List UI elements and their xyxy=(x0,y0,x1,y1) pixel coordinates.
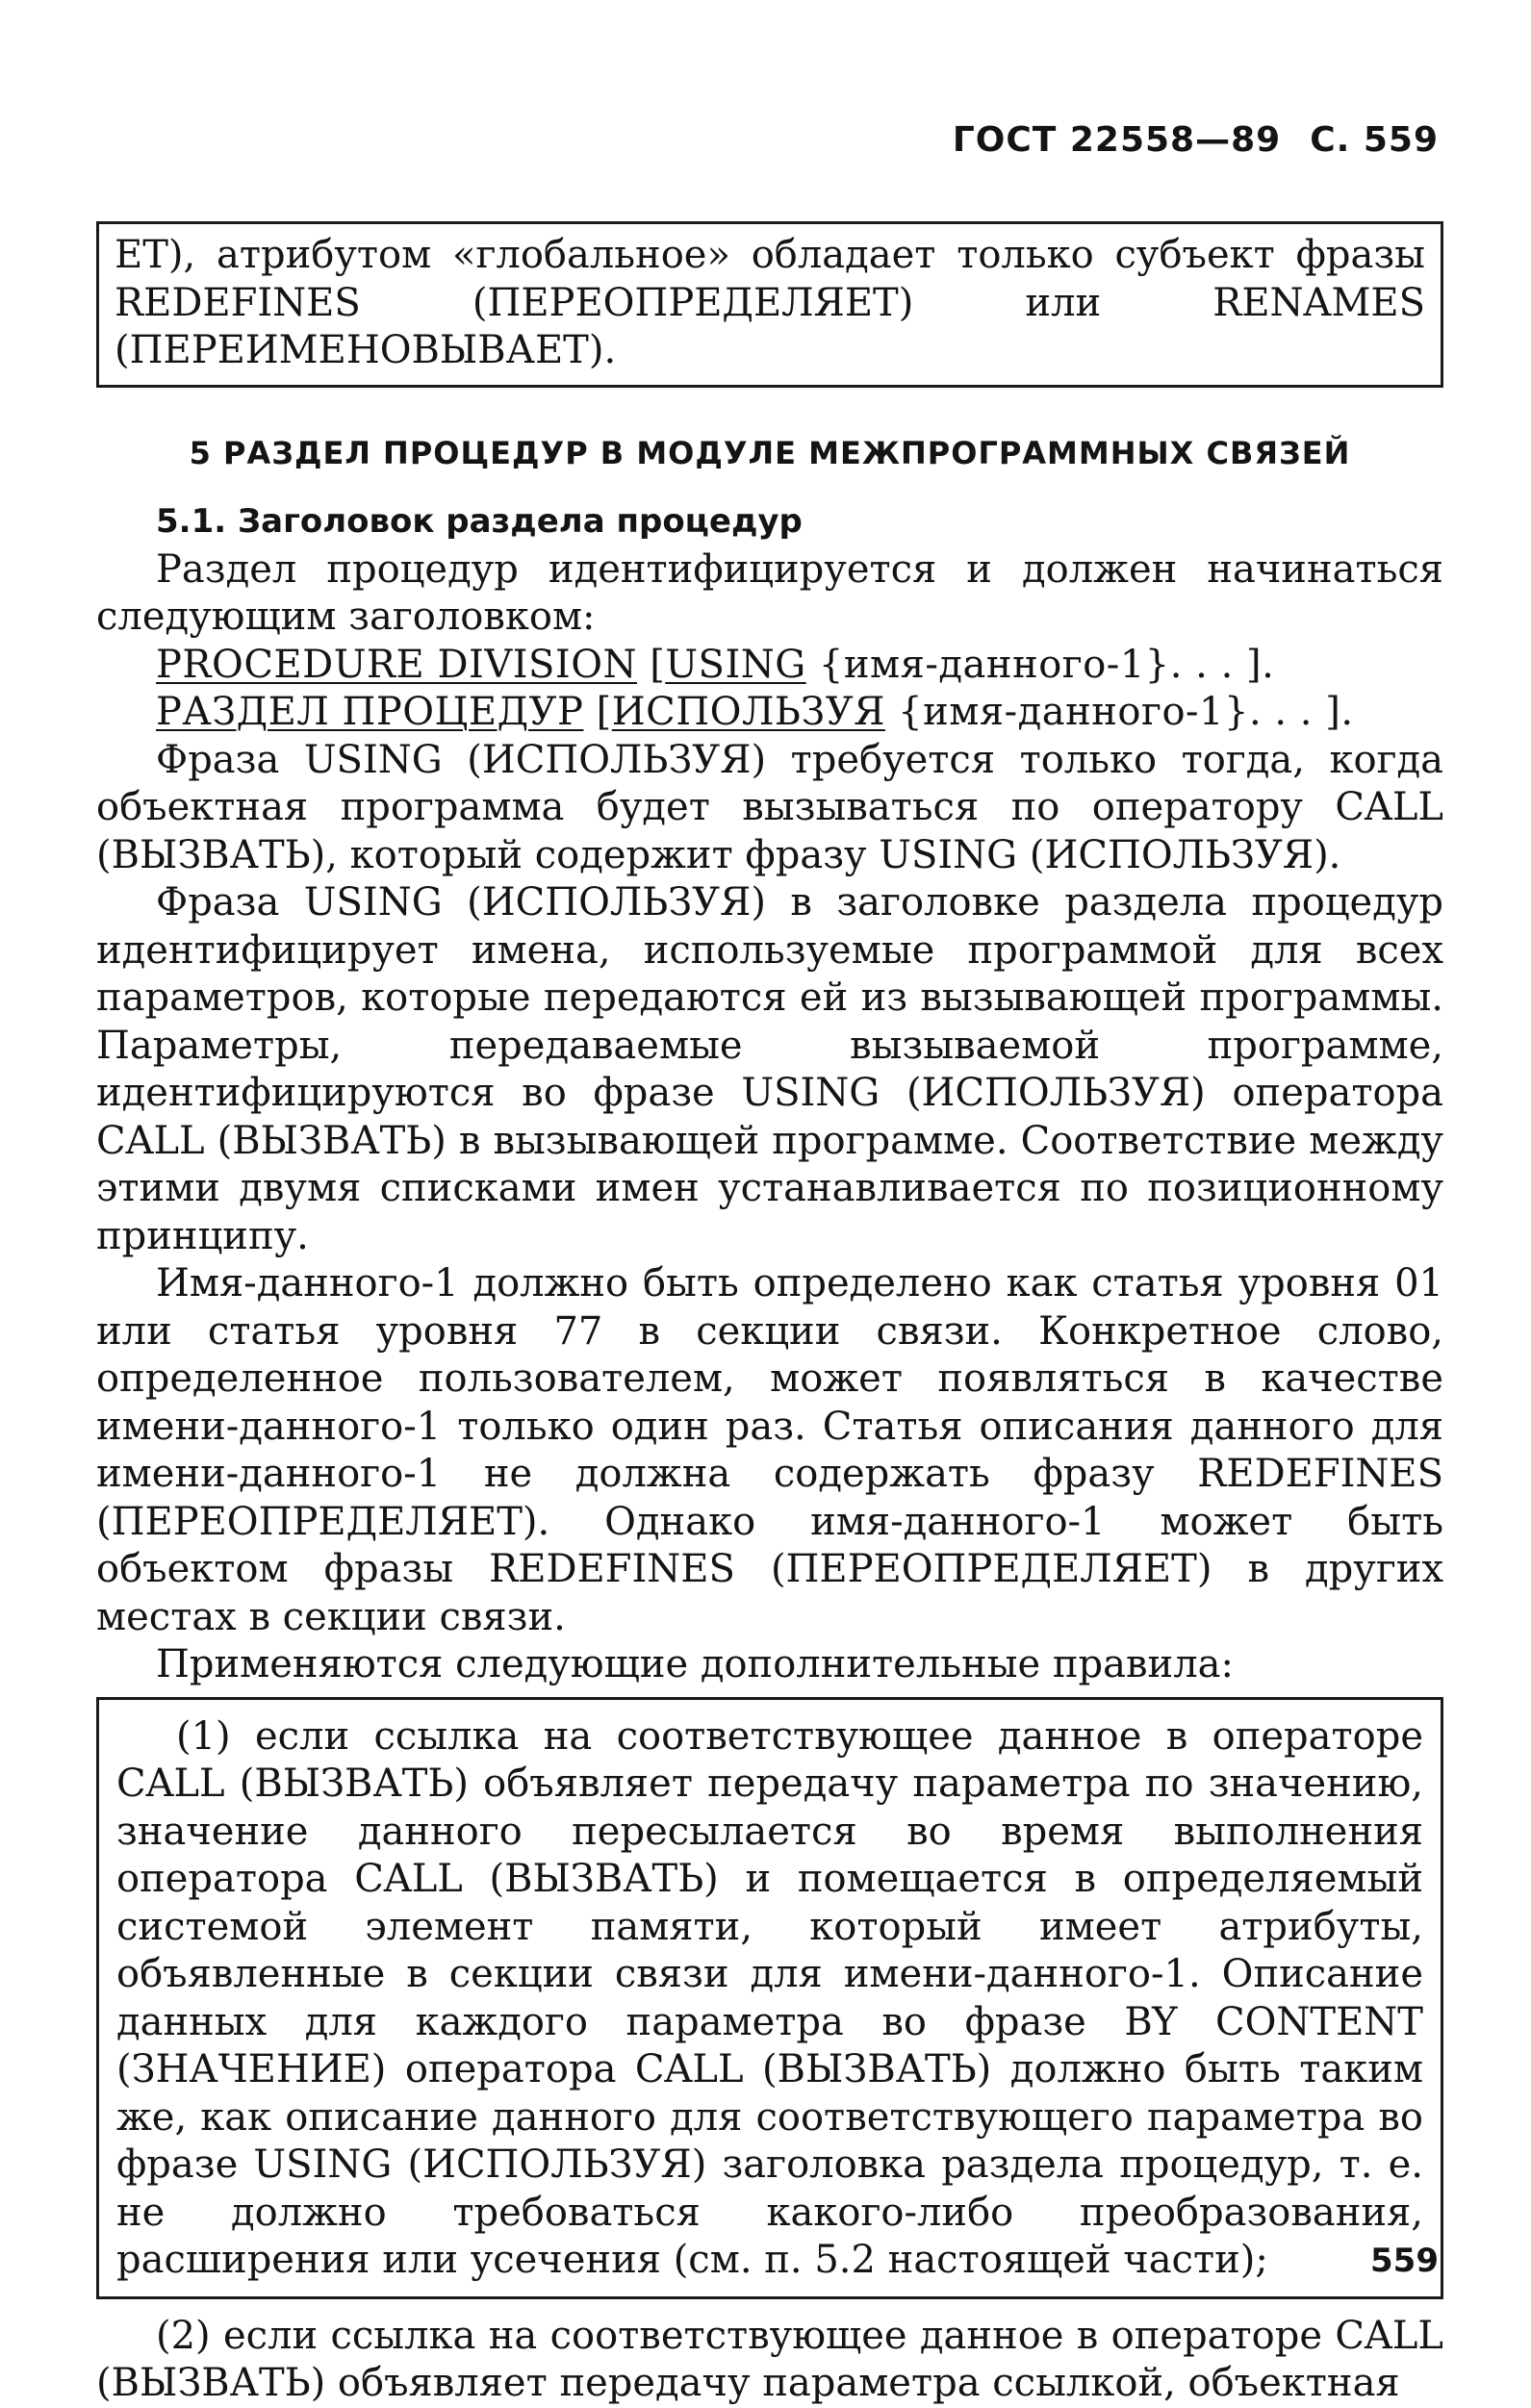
running-header xyxy=(953,120,1439,160)
paragraph-additional-rules: Применяются следующие дополнительные правила: xyxy=(156,1642,1234,1686)
syntax-ru-keyword: РАЗДЕЛ ПРОЦЕДУР xyxy=(156,690,584,734)
paragraph-data-name-rules: Имя-данного-1 должно быть определено как статья уровня 01 или статья уровня 77 в секции связи. Конкретное слово, определенное пользователем, может появляться в качестве имени-данного-1 только один раз. Статья описания данного для имени-данного-1 не должна содержать фразу REDEFINES (ПЕРЕОПРЕДЕЛЯЕТ). Однако имя-данного-1 может быть объектом фразы REDEFINES (ПЕРЕОПРЕДЕЛЯЕТ) в других местах в секции связи. xyxy=(96,1261,1443,1639)
syntax-ru-rest: {имя-данного-1}. . . ]. xyxy=(884,690,1354,734)
boxed-intro-text: ЕТ), атрибутом «глобальное» обладает только субъект фразы REDEFINES (ПЕРЕОПРЕДЕЛЯЕТ) или RENAMES (ПЕРЕИМЕНОВЫВАЕТ). xyxy=(115,233,1425,372)
standard-number: ГОСТ 22558—89 xyxy=(952,120,1282,160)
syntax-ru-using: ИСПОЛЬЗУЯ xyxy=(611,690,885,734)
boxed-intro xyxy=(96,221,1443,388)
page-body xyxy=(96,221,1443,2408)
syntax-en-rest: {имя-данного-1}. . . ]. xyxy=(805,642,1275,687)
syntax-ru-bracket: [ xyxy=(596,690,612,734)
boxed-rule-1 xyxy=(96,1697,1443,2299)
page-number: 559 xyxy=(1370,2242,1439,2280)
syntax-en-keyword: PROCEDURE DIVISION xyxy=(156,642,637,687)
section-title: 5 РАЗДЕЛ ПРОЦЕДУР В МОДУЛЕ МЕЖПРОГРАММНЫХ СВЯЗЕЙ xyxy=(189,434,1351,471)
syntax-en-using: USING xyxy=(665,642,806,687)
rule-2-text: (2) если ссылка на соответствующее данное в операторе CALL (ВЫЗВАТЬ) объявляет передачу параметра ссылкой, объектная xyxy=(96,2313,1443,2405)
subsection-title: 5.1. Заголовок раздела процедур xyxy=(156,502,803,541)
syntax-english xyxy=(96,642,1443,690)
syntax-russian xyxy=(96,689,1443,737)
paragraph-intro: Раздел процедур идентифицируется и должен начинаться следующим заголовком: xyxy=(96,546,1443,639)
rule-1-text: (1) если ссылка на соответствующее данное в операторе CALL (ВЫЗВАТЬ) объявляет передачу параметра по значению, значение данного пересылается во время выполнения оператора CALL (ВЫЗВАТЬ) и помещается в определяемый системой элемент памяти, который имеет атрибуты, объявленные в секции связи для имени-данного-1. Описание данных для каждого параметра во фразе BY CONTENT (ЗНАЧЕНИЕ) оператора CALL (ВЫЗВАТЬ) должно быть таким же, как описание данного для соответствующего параметра во фразе USING (ИСПОЛЬЗУЯ) заголовка раздела процедур, т. е. не должно требоваться какого-либо преобразования, расширения или усечения (см. п. 5.2 настоящей части); xyxy=(116,1713,1423,2282)
syntax-en-bracket: [ xyxy=(650,642,666,687)
paragraph-using-identifies: Фраза USING (ИСПОЛЬЗУЯ) в заголовке раздела процедур идентифицирует имена, используемые программой для всех параметров, которые передаются ей из вызывающей программы. Параметры, передаваемые вызываемой программе, идентифицируются во фразе USING (ИСПОЛЬЗУЯ) оператора CALL (ВЫЗВАТЬ) в вызывающей программе. Соответствие между этими двумя списками имен устанавливается по позиционному принципу. xyxy=(96,880,1443,1258)
paragraph-using-required: Фраза USING (ИСПОЛЬЗУЯ) требуется только тогда, когда объектная программа будет вызываться по оператору CALL (ВЫЗВАТЬ), который содержит фразу USING (ИСПОЛЬЗУЯ). xyxy=(96,737,1443,877)
header-page-ref: С. 559 xyxy=(1310,120,1439,160)
